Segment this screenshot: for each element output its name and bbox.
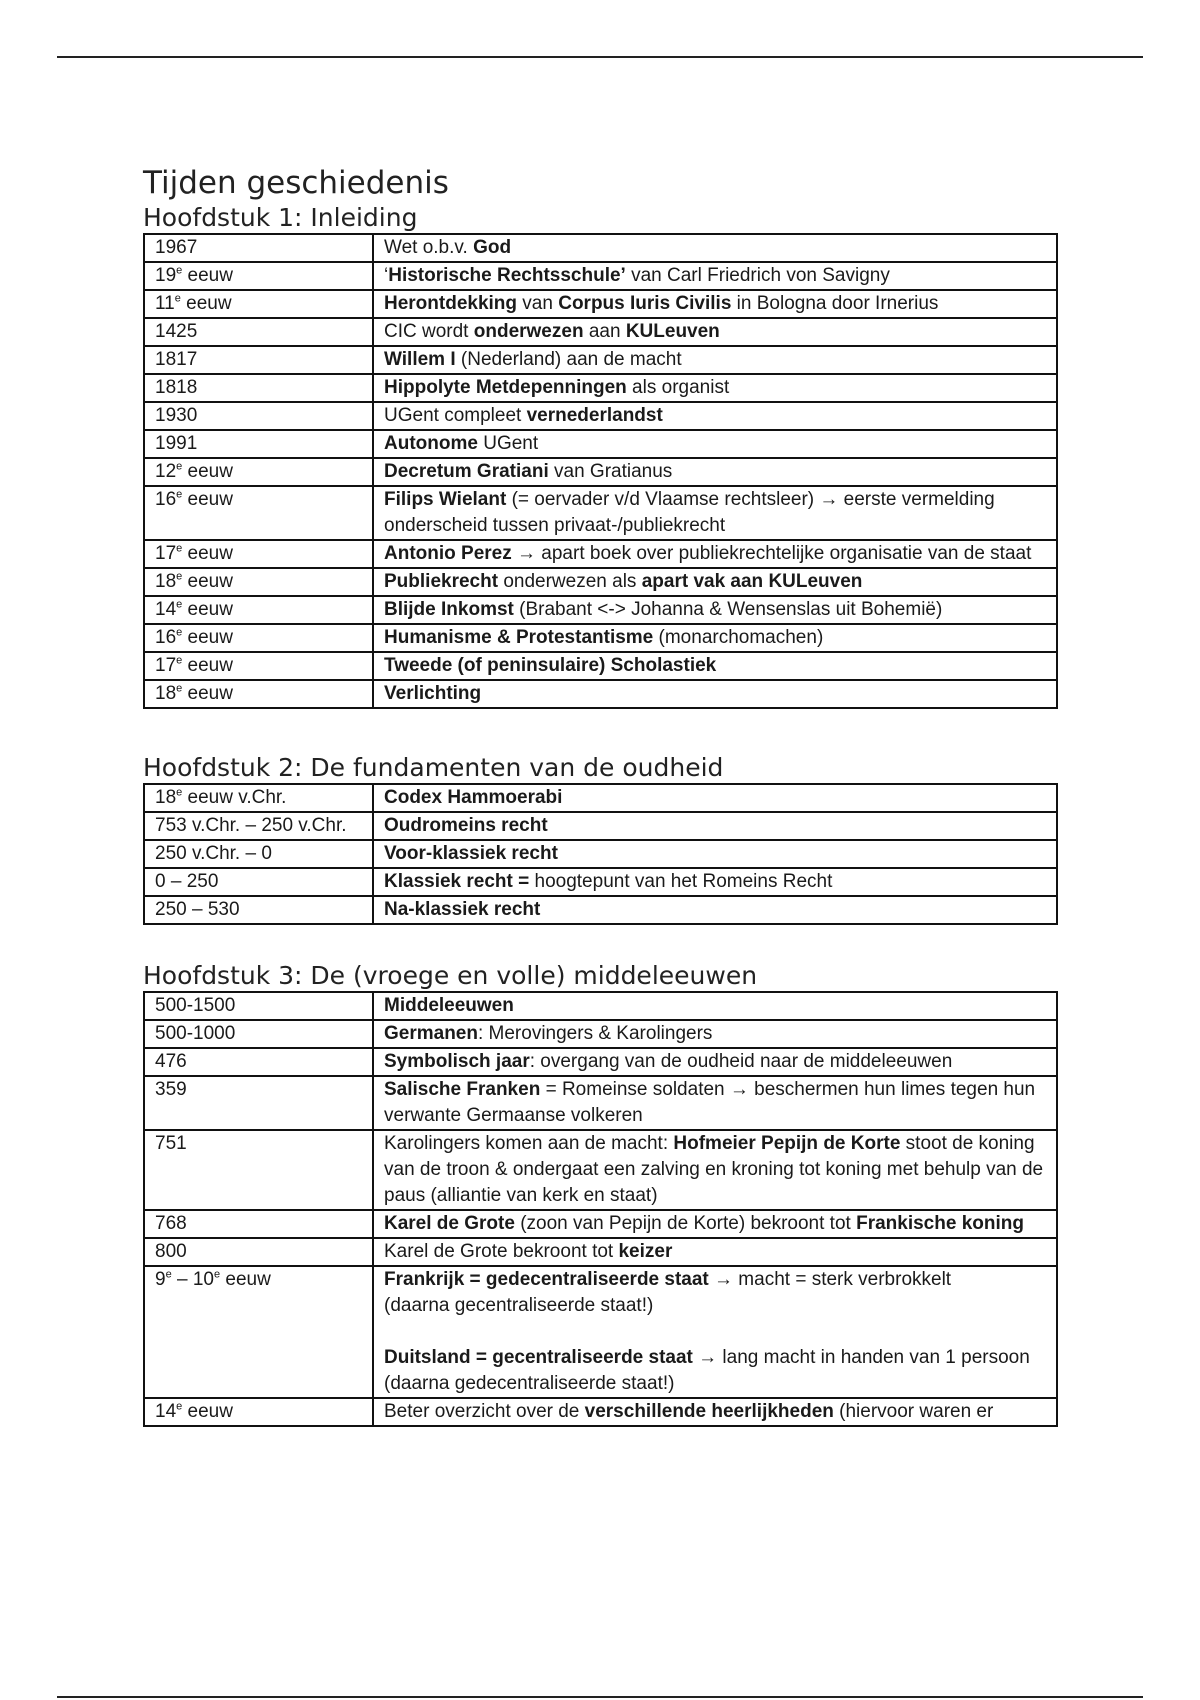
bold-text: Symbolisch jaar (384, 1051, 530, 1072)
description-paragraph (384, 1345, 1046, 1371)
description-cell (373, 596, 1057, 624)
text-run: 1818 (155, 377, 198, 398)
table-row (144, 680, 1057, 708)
bold-text: Hippolyte Metdepenningen (384, 377, 627, 398)
text-run: Karel de Grote bekroont tot (384, 1241, 619, 1262)
table-row (144, 1266, 1057, 1398)
description-cell (373, 784, 1057, 812)
table-row (144, 402, 1057, 430)
description-paragraph (384, 681, 1046, 707)
time-cell (144, 430, 373, 458)
description-paragraph (384, 319, 1046, 345)
text-run: van Carl Friedrich von Savigny (625, 265, 890, 286)
table-row (144, 812, 1057, 840)
description-cell (373, 1398, 1057, 1426)
description-cell (373, 1238, 1057, 1266)
text-run: 18 (155, 683, 177, 704)
bold-text: KULeuven (625, 321, 720, 342)
table-row (144, 992, 1057, 1020)
description-paragraph (384, 869, 1046, 895)
text-run: CIC wordt (384, 321, 474, 342)
bold-text: apart vak aan KULeuven (641, 571, 863, 592)
time-cell (144, 1210, 373, 1238)
time-cell (144, 784, 373, 812)
text-run: Beter overzicht over de (384, 1401, 585, 1422)
description-cell (373, 568, 1057, 596)
description-cell (373, 486, 1057, 540)
table-row (144, 1048, 1057, 1076)
text-run: ‘ (384, 265, 389, 286)
text-run: eeuw (182, 1401, 233, 1422)
text-run: (daarna gedecentraliseerde staat!) (384, 1373, 675, 1394)
text-run: 250 – 530 (155, 899, 240, 920)
table-row (144, 290, 1057, 318)
text-run: eeuw (182, 683, 233, 704)
bold-text: Autonome (384, 433, 478, 454)
bold-text: Frankrijk = gedecentraliseerde staat (384, 1269, 709, 1290)
table-row (144, 784, 1057, 812)
text-run: van (517, 293, 559, 314)
text-run: (Brabant <-> Johanna & Wensenslas uit Bohemië) (513, 599, 943, 620)
bold-text: Oudromeins recht (384, 815, 548, 836)
text-run: 1817 (155, 349, 198, 370)
text-run: Wet o.b.v. (384, 237, 474, 258)
bold-text: Antonio Perez (384, 543, 512, 564)
time-cell (144, 680, 373, 708)
table-row (144, 1076, 1057, 1130)
bold-text: Hofmeier Pepijn de Korte (673, 1133, 901, 1154)
bold-text: Karel de Grote (384, 1213, 515, 1234)
superscript: e (176, 542, 183, 555)
text-run: 12 (155, 461, 177, 482)
text-run: eeuw (220, 1269, 271, 1290)
time-cell (144, 624, 373, 652)
time-cell (144, 402, 373, 430)
description-paragraph (384, 1399, 1046, 1425)
bold-text: Salische Franken (384, 1079, 541, 1100)
text-run: → lang macht in handen van 1 persoon (692, 1347, 1030, 1368)
bold-text: Duitsland = gecentraliseerde staat (384, 1347, 693, 1368)
bold-text: Na-klassiek recht (384, 899, 541, 920)
description-cell (373, 624, 1057, 652)
table-row (144, 1020, 1057, 1048)
table-row (144, 234, 1057, 262)
text-run: Karolingers komen aan de macht: (384, 1133, 674, 1154)
text-run: 1967 (155, 237, 198, 258)
table-row (144, 1130, 1057, 1210)
description-paragraph (384, 569, 1046, 595)
description-cell (373, 1130, 1057, 1210)
description-paragraph (384, 347, 1046, 373)
superscript: e (176, 570, 183, 583)
page-content (143, 163, 1058, 1427)
text-run: 14 (155, 1401, 177, 1422)
superscript: e (213, 1268, 221, 1281)
description-paragraph (384, 1211, 1046, 1237)
text-run: : Merovingers & Karolingers (477, 1023, 713, 1044)
time-cell (144, 1130, 373, 1210)
bold-text: Middeleeuwen (384, 995, 514, 1016)
description-paragraph (384, 291, 1046, 317)
time-cell (144, 1020, 373, 1048)
bold-text: Corpus Iuris Civilis (558, 293, 732, 314)
text-run: als organist (626, 377, 730, 398)
bold-text: Blijde Inkomst (384, 599, 514, 620)
text-run: – 10 (171, 1269, 214, 1290)
header-rule (57, 56, 1143, 58)
table-row (144, 840, 1057, 868)
description-paragraph (384, 1293, 1046, 1319)
description-paragraph (384, 459, 1046, 485)
text-run: 359 (155, 1079, 187, 1100)
timeline-table-2 (143, 783, 1058, 925)
text-run: 16 (155, 489, 177, 510)
text-run: aan (583, 321, 626, 342)
description-paragraph (384, 993, 1046, 1019)
time-cell (144, 652, 373, 680)
text-run: 19 (155, 265, 177, 286)
text-run: 753 v.Chr. – 250 v.Chr. (155, 815, 347, 836)
text-run: 17 (155, 655, 177, 676)
text-run: hoogtepunt van het Romeins Recht (529, 871, 833, 892)
text-run: 250 v.Chr. – 0 (155, 843, 272, 864)
table-row (144, 430, 1057, 458)
bold-text: Frankische koning (856, 1213, 1024, 1234)
bold-text: verschillende heerlijkheden (584, 1401, 834, 1422)
text-run: (hiervoor waren er (833, 1401, 994, 1422)
description-paragraph (384, 375, 1046, 401)
description-paragraph (384, 785, 1046, 811)
table-row (144, 540, 1057, 568)
table-row (144, 652, 1057, 680)
time-cell (144, 318, 373, 346)
time-cell (144, 568, 373, 596)
description-cell (373, 318, 1057, 346)
description-cell (373, 868, 1057, 896)
table-row (144, 1210, 1057, 1238)
bold-text: Klassiek recht = (384, 871, 530, 892)
text-run: (monarchomachen) (653, 627, 824, 648)
time-cell (144, 262, 373, 290)
superscript: e (176, 626, 183, 639)
bold-text: Historische Rechtsschule’ (388, 265, 626, 286)
description-cell (373, 458, 1057, 486)
bold-text: Verlichting (384, 683, 482, 704)
description-paragraph (384, 403, 1046, 429)
description-cell (373, 992, 1057, 1020)
description-paragraph (384, 1021, 1046, 1047)
description-paragraph (384, 1049, 1046, 1075)
superscript: e (176, 598, 183, 611)
time-cell (144, 1398, 373, 1426)
table-row (144, 568, 1057, 596)
description-cell (373, 1210, 1057, 1238)
text-run: 14 (155, 599, 177, 620)
description-paragraph (384, 541, 1046, 567)
bold-text: onderwezen (473, 321, 584, 342)
text-run: 0 – 250 (155, 871, 219, 892)
bold-text: Publiekrecht (384, 571, 499, 592)
time-cell (144, 992, 373, 1020)
text-run: eeuw (182, 543, 233, 564)
description-cell (373, 1020, 1057, 1048)
timeline-table-3 (143, 991, 1058, 1427)
bold-text: Willem I (384, 349, 456, 370)
time-cell (144, 458, 373, 486)
description-paragraph (384, 897, 1046, 923)
description-paragraph (384, 235, 1046, 261)
text-run: (zoon van Pepijn de Korte) bekroont tot (514, 1213, 857, 1234)
superscript: e (165, 1268, 172, 1281)
text-run: eeuw (182, 265, 233, 286)
text-run: 500-1000 (155, 1023, 236, 1044)
description-cell (373, 262, 1057, 290)
description-cell (373, 812, 1057, 840)
description-cell (373, 540, 1057, 568)
text-run: 476 (155, 1051, 187, 1072)
text-run: UGent (477, 433, 539, 454)
description-cell (373, 1266, 1057, 1398)
description-paragraph (384, 263, 1046, 289)
text-run: 1425 (155, 321, 198, 342)
description-paragraph (384, 1267, 1046, 1293)
time-cell (144, 540, 373, 568)
table-row (144, 624, 1057, 652)
text-run: 18 (155, 571, 177, 592)
table-row (144, 1238, 1057, 1266)
text-run: (Nederland) aan de macht (455, 349, 682, 370)
text-run: 1930 (155, 405, 198, 426)
description-cell (373, 402, 1057, 430)
description-paragraph (384, 431, 1046, 457)
description-cell (373, 374, 1057, 402)
table-row (144, 262, 1057, 290)
text-run: UGent compleet (384, 405, 527, 426)
bold-text: vernederlandst (526, 405, 663, 426)
time-cell (144, 840, 373, 868)
description-paragraph (384, 597, 1046, 623)
description-paragraph (384, 487, 1046, 539)
description-cell (373, 896, 1057, 924)
time-cell (144, 1048, 373, 1076)
text-run: 1991 (155, 433, 198, 454)
section-title-2: Hoofdstuk 2: De fundamenten van de oudheid (143, 753, 724, 782)
description-paragraph (384, 1131, 1046, 1209)
text-run: 17 (155, 543, 177, 564)
table-row (144, 486, 1057, 540)
time-cell (144, 812, 373, 840)
description-paragraph (384, 1077, 1046, 1129)
text-run: = Romeinse soldaten → beschermen hun limes tegen hun verwante Germaanse volkeren (384, 1079, 1036, 1126)
superscript: e (176, 682, 183, 695)
document-title: Tijden geschiedenis (143, 165, 449, 201)
time-cell (144, 1238, 373, 1266)
section-title-1: Hoofdstuk 1: Inleiding (143, 203, 418, 232)
text-run: 751 (155, 1133, 187, 1154)
bold-text: keizer (618, 1241, 673, 1262)
time-cell (144, 486, 373, 540)
text-run: eeuw (182, 655, 233, 676)
footer-rule (57, 1696, 1143, 1698)
text-run: eeuw (182, 627, 233, 648)
text-run: eeuw (182, 489, 233, 510)
description-paragraph (384, 653, 1046, 679)
bold-text: Tweede (of peninsulaire) Scholastiek (384, 655, 717, 676)
text-run: van Gratianus (548, 461, 673, 482)
time-cell (144, 1076, 373, 1130)
text-run: stoot de koning van de troon & ondergaat een zalving en kroning tot koning met behulp van de paus (alliantie van kerk en staat) (384, 1133, 1044, 1206)
bold-text: Filips Wielant (384, 489, 507, 510)
description-cell (373, 840, 1057, 868)
text-run: → macht = sterk verbrokkelt (708, 1269, 952, 1290)
superscript: e (176, 786, 183, 799)
description-cell (373, 652, 1057, 680)
text-run: (= oervader v/d Vlaamse rechtsleer) → eerste vermelding onderscheid tussen privaat-/publiekrecht (384, 489, 995, 536)
description-cell (373, 346, 1057, 374)
bold-text: Herontdekking (384, 293, 518, 314)
description-cell (373, 680, 1057, 708)
time-cell (144, 234, 373, 262)
table-row (144, 318, 1057, 346)
table-row (144, 458, 1057, 486)
text-run: 800 (155, 1241, 187, 1262)
bold-text: Germanen (384, 1023, 478, 1044)
description-cell (373, 1076, 1057, 1130)
table-row (144, 346, 1057, 374)
superscript: e (176, 264, 183, 277)
bold-text: Codex Hammoerabi (384, 787, 563, 808)
description-cell (373, 234, 1057, 262)
table-row (144, 896, 1057, 924)
table-row (144, 1398, 1057, 1426)
description-paragraph (384, 625, 1046, 651)
text-run: 500-1500 (155, 995, 236, 1016)
description-paragraph (384, 1319, 1046, 1345)
section-title-3: Hoofdstuk 3: De (vroege en volle) middeleeuwen (143, 961, 758, 990)
description-cell (373, 1048, 1057, 1076)
superscript: e (176, 488, 183, 501)
text-run: eeuw (182, 571, 233, 592)
text-run: 11 (155, 293, 175, 314)
table-row (144, 868, 1057, 896)
bold-text: Voor-klassiek recht (384, 843, 558, 864)
text-run: eeuw (182, 461, 233, 482)
superscript: e (176, 460, 183, 473)
time-cell (144, 896, 373, 924)
superscript: e (176, 654, 183, 667)
superscript: e (176, 1400, 183, 1413)
description-paragraph (384, 813, 1046, 839)
time-cell (144, 1266, 373, 1398)
description-paragraph (384, 1239, 1046, 1265)
text-run: 768 (155, 1213, 187, 1234)
text-run: 9 (155, 1269, 166, 1290)
bold-text: God (473, 237, 512, 258)
description-paragraph (384, 841, 1046, 867)
description-cell (373, 430, 1057, 458)
text-run: → apart boek over publiekrechtelijke organisatie van de staat (511, 543, 1032, 564)
text-run: eeuw (180, 293, 232, 314)
time-cell (144, 868, 373, 896)
time-cell (144, 346, 373, 374)
text-run: 16 (155, 627, 177, 648)
superscript: e (174, 292, 181, 305)
text-run: : overgang van de oudheid naar de middeleeuwen (529, 1051, 953, 1072)
timeline-table-1 (143, 233, 1058, 709)
table-row (144, 374, 1057, 402)
time-cell (144, 374, 373, 402)
bold-text: Humanisme & Protestantisme (384, 627, 654, 648)
time-cell (144, 596, 373, 624)
text-run: onderwezen als (498, 571, 642, 592)
text-run: eeuw v.Chr. (182, 787, 287, 808)
text-run: 18 (155, 787, 177, 808)
table-row (144, 596, 1057, 624)
text-run: in Bologna door Irnerius (731, 293, 939, 314)
text-run: (daarna gecentraliseerde staat!) (384, 1295, 654, 1316)
description-paragraph (384, 1371, 1046, 1397)
time-cell (144, 290, 373, 318)
text-run: eeuw (182, 599, 233, 620)
bold-text: Decretum Gratiani (384, 461, 549, 482)
description-cell (373, 290, 1057, 318)
